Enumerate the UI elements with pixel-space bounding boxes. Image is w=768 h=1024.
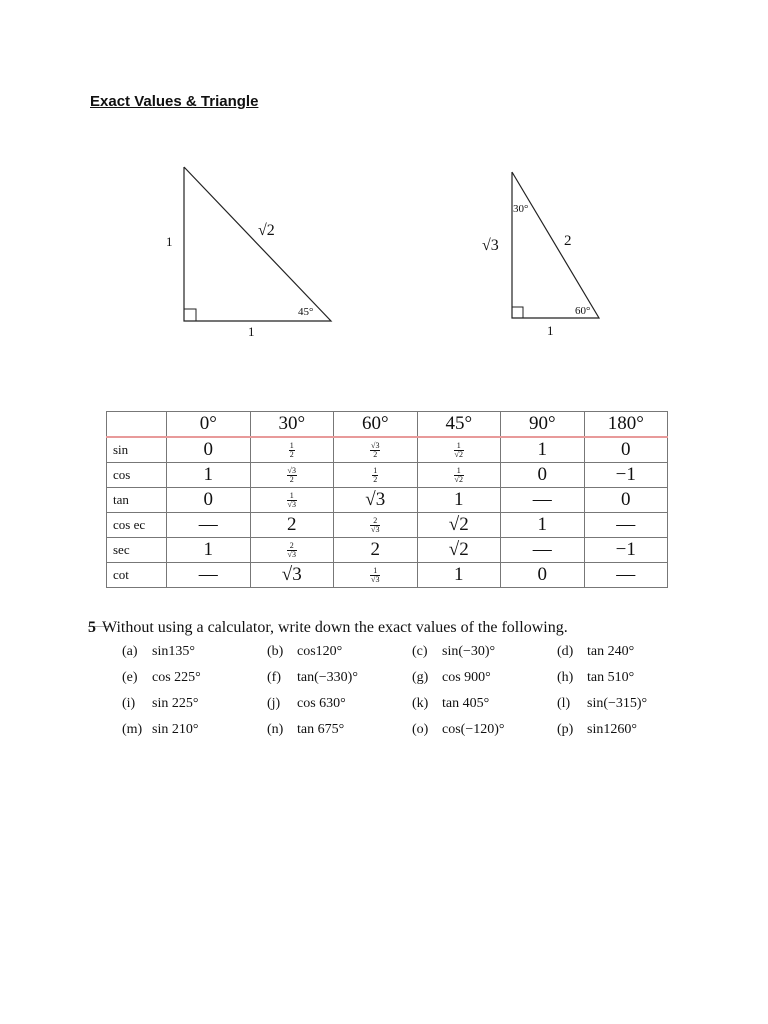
question-item [267,722,412,748]
question-item-label: (m) [122,722,143,737]
triangle-30-60-90 [0,0,768,400]
question-item [557,670,702,696]
triangle1-base-label: 1 [248,324,255,339]
question-item-label: (k) [412,696,429,711]
table-cell: 2 [250,513,334,538]
table-cell: — [167,563,251,588]
fraction [289,442,295,459]
triangle1-hypotenuse-label: √2 [258,222,275,239]
question-item-label: (h) [557,670,574,685]
question-item-expression: sin(−30)° [442,644,496,659]
fraction-numerator: 2 [370,517,380,526]
table-cell: — [584,513,668,538]
fraction-numerator: 2 [287,542,297,551]
question-heading [88,619,568,637]
question-item-expression: tan 240° [587,644,635,659]
table-cell [250,437,334,463]
table-header-cell: 90° [501,412,585,438]
function-label: cos [107,463,167,488]
function-label: cos ec [107,513,167,538]
question-item [412,670,557,696]
table-cell: 1 [417,488,501,513]
function-label: cot [107,563,167,588]
triangle2-vertical-label: √3 [482,237,499,254]
fraction [287,467,297,484]
table-cell: 0 [501,563,585,588]
fraction [370,567,380,584]
question-item-label: (a) [122,644,138,659]
fraction [454,467,464,484]
fraction-numerator: 1 [287,492,297,501]
question-item-expression: cos120° [297,644,343,659]
function-label: tan [107,488,167,513]
question-item-label: (n) [267,722,284,737]
table-cell: −1 [584,463,668,488]
question-item-expression: cos(−120)° [442,722,505,737]
fraction-numerator: 1 [289,441,294,451]
question-item-label: (b) [267,644,284,659]
question-item [122,644,267,670]
table-cell: 0 [167,437,251,463]
triangle1-vertical-label: 1 [166,234,173,249]
fraction-denominator: 2 [289,475,294,485]
fraction-denominator: 2 [373,475,378,485]
table-cell: 0 [501,463,585,488]
fraction-denominator: √3 [371,575,380,585]
question-item-label: (j) [267,696,281,711]
table-cell: 0 [167,488,251,513]
fraction-numerator: 1 [454,442,464,451]
table-header-row [107,412,668,438]
table-header-cell: 0° [167,412,251,438]
question-item [412,722,557,748]
table-cell: 1 [167,463,251,488]
table-cell [250,538,334,563]
question-item-expression: tan(−330)° [297,670,358,685]
table-header-cell [107,412,167,438]
fraction [370,517,380,534]
fraction [372,467,378,484]
question-item-label: (i) [122,696,136,711]
table-cell: √2 [417,538,501,563]
table-cell: — [584,563,668,588]
table-row [107,437,668,463]
question-item-expression: cos 225° [152,670,201,685]
question-item-label: (o) [412,722,429,737]
table-cell: 0 [584,437,668,463]
table-cell [334,563,418,588]
question-item-label: (d) [557,644,574,659]
fraction-numerator: √3 [371,441,380,451]
fraction-denominator: √3 [287,550,296,560]
table-header-cell: 180° [584,412,668,438]
fraction-numerator: √3 [287,466,296,476]
triangle2-angle-top-label: 30° [513,203,529,215]
table-cell: — [501,488,585,513]
fraction-denominator: 2 [373,450,378,460]
table-cell: 0 [584,488,668,513]
table-cell [334,513,418,538]
question-item-label: (f) [267,670,281,685]
table-row [107,513,668,538]
question-item [412,696,557,722]
table-cell: 1 [501,437,585,463]
question-item-expression: tan 405° [442,696,490,711]
question-item-expression: sin 210° [152,722,199,737]
table-cell: 1 [167,538,251,563]
table-header-cell: 60° [334,412,418,438]
fraction-denominator: √2 [454,475,463,485]
table-row [107,463,668,488]
question-item [122,722,267,748]
question-item-label: (p) [557,722,574,737]
table-cell [417,437,501,463]
question-item-expression: sin 225° [152,696,199,711]
question-item-label: (e) [122,670,138,685]
question-item-expression: tan 675° [297,722,345,737]
fraction-numerator: 1 [373,466,378,476]
question-item-expression: sin135° [152,644,195,659]
table-cell [250,488,334,513]
table-body [107,437,668,588]
question-item-expression: sin1260° [587,722,637,737]
table-cell: — [501,538,585,563]
fraction [370,442,380,459]
question-item-label: (c) [412,644,428,659]
fraction [287,542,297,559]
fraction-denominator: √3 [371,525,380,535]
fraction-denominator: √3 [287,500,296,510]
fraction-numerator: 1 [370,567,380,576]
question-item [267,696,412,722]
question-number: 5 [88,619,96,636]
function-label: sec [107,538,167,563]
question-item [557,696,702,722]
triangle1-angle-label: 45° [298,306,314,318]
question-items [122,644,702,748]
question-item-expression: sin(−315)° [587,696,648,711]
question-item [557,644,702,670]
table-cell: 1 [417,563,501,588]
question-item-label: (g) [412,670,429,685]
table-header-cell: 30° [250,412,334,438]
table-header-cell: 45° [417,412,501,438]
page-title: Exact Values & Triangle [90,93,259,110]
question-item [412,644,557,670]
fraction-denominator: 2 [289,450,294,460]
table-cell: −1 [584,538,668,563]
fraction-denominator: √2 [454,450,463,460]
question-item [267,644,412,670]
question-item [122,670,267,696]
function-label: sin [107,437,167,463]
table-cell: √3 [334,488,418,513]
triangle2-angle-bottom-label: 60° [575,305,591,317]
question-item-expression: tan 510° [587,670,635,685]
question-item-expression: cos 900° [442,670,491,685]
table-cell: 1 [501,513,585,538]
triangle2-hypotenuse-label: 2 [564,233,572,249]
question-item [122,696,267,722]
question-item-label: (l) [557,696,571,711]
fraction [287,492,297,509]
table-row [107,538,668,563]
table-row [107,563,668,588]
table-cell [334,437,418,463]
question-item [557,722,702,748]
exact-values-table [106,411,668,588]
fraction-numerator: 1 [454,467,464,476]
table-cell: √2 [417,513,501,538]
question-item [267,670,412,696]
question-item-expression: cos 630° [297,696,346,711]
question-text: Without using a calculator, write down the exact values of the following. [102,619,568,636]
table-cell: √3 [250,563,334,588]
triangle2-base-label: 1 [547,323,554,338]
fraction [454,442,464,459]
table-cell [250,463,334,488]
table-cell [417,463,501,488]
table-cell: 2 [334,538,418,563]
table-cell: — [167,513,251,538]
table-cell [334,463,418,488]
table-row [107,488,668,513]
